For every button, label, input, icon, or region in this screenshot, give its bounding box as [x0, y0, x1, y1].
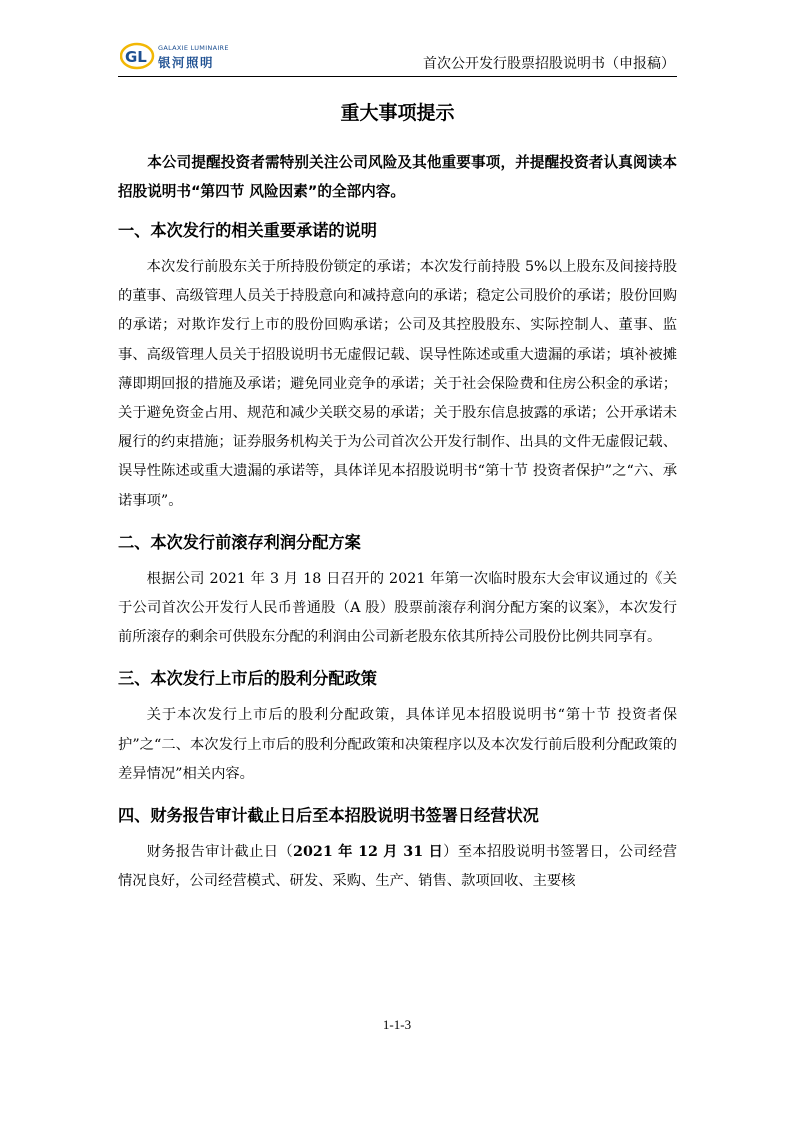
- document-body: [118, 100, 677, 909]
- audit-cutoff-date: 2021 年 12 月 31 日: [293, 844, 444, 861]
- section-body-1: 本次发行前股东关于所持股份锁定的承诺；本次发行前持股 5%以上股东及间接持股的董事、高级管理人员关于持股意向和减持意向的承诺；稳定公司股价的承诺；股份回购的承诺；对欺诈发行上市的股份回购承诺；公司及其控股股东、实际控制人、董事、监事、高级管理人员关于招股说明书无虚假记载、误导性陈述或重大遗漏的承诺；填补被摊薄即期回报的措施及承诺；避免同业竞争的承诺；关于社会保险费和住房公积金的承诺；关于避免资金占用、规范和减少关联交易的承诺；关于股东信息披露的承诺；公开承诺未履行的约束措施；证券服务机构关于为公司首次公开发行制作、出具的文件无虚假记载、误导性陈述或重大遗漏的承诺等，具体详见本招股说明书“第十节 投资者保护”之“六、承诺事项”。: [118, 259, 677, 509]
- section-body-2: 根据公司 2021 年 3 月 18 日召开的 2021 年第一次临时股东大会审议通过的《关于公司首次公开发行人民币普通股（A 股）股票前滚存利润分配方案的议案》，本次发行前所滚存的剩余可供股东分配的利润由公司新老股东依其所持公司股份比例共同享有。: [118, 570, 677, 646]
- gl-logo-icon: [120, 40, 156, 72]
- company-logo: [120, 40, 240, 72]
- section-body-4: [118, 838, 677, 896]
- page-number: 1-1-3: [382, 1017, 412, 1032]
- section-heading-4: 四、财务报告审计截止日后至本招股说明书签署日经营状况: [118, 806, 539, 826]
- body-4-text-post: ）至本招股说明书签署日，公司经营情况良好，公司经营模式、研发、采购、生产、销售、款项回收、主要核: [118, 844, 677, 890]
- body-4-text-pre: 财务报告审计截止日（: [146, 844, 293, 861]
- section-heading-3: 三、本次发行上市后的股利分配政策: [118, 669, 377, 689]
- section-body-3: 关于本次发行上市后的股利分配政策，具体详见本招股说明书“第十节 投资者保护”之“二、本次发行上市后的股利分配政策和决策程序以及本次发行前后股利分配政策的差异情况”相关内容。: [118, 707, 677, 782]
- svg-text:GL: GL: [125, 48, 147, 66]
- logo-chinese-text: 银河照明: [158, 55, 215, 70]
- page-header: [118, 38, 677, 77]
- header-title: 首次公开发行股票招股说明书（申报稿）: [423, 56, 675, 72]
- section-heading-1: 一、本次发行的相关重要承诺的说明: [118, 221, 377, 240]
- logo-english-text: GALAXIE LUMINAIRE: [158, 44, 229, 52]
- important-notice: 本公司提醒投资者需特别关注公司风险及其他重要事项，并提醒投资者认真阅读本招股说明书“第四节 风险因素”的全部内容。: [118, 154, 677, 200]
- document-title: 重大事项提示: [340, 102, 455, 124]
- section-heading-2: 二、本次发行前滚存利润分配方案: [118, 532, 361, 552]
